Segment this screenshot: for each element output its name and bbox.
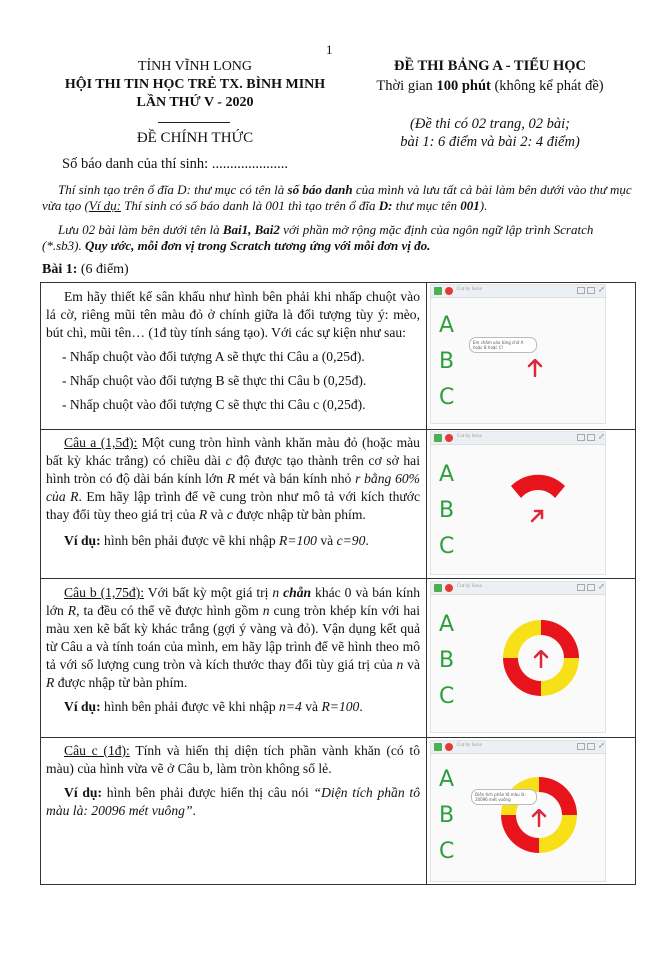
sprite-b[interactable]: B [439, 498, 455, 523]
large-stage-icon[interactable] [587, 287, 595, 294]
instr-text: với phần mở rộng mặc định của ngôn ngữ lập trình Scratch (*.sb3). [42, 222, 594, 253]
fullscreen-icon[interactable]: ⤢ [598, 741, 605, 750]
official-exam-label: ĐỀ CHÍNH THỨC [136, 130, 254, 146]
scratch-stage-4 [430, 740, 606, 882]
cau-c-label: Câu c (1đ): [64, 743, 130, 758]
large-stage-icon[interactable] [587, 434, 595, 441]
row1-event-c: - Nhấp chuột vào đối tượng C sẽ thực thi Câu c (0,25đ). [62, 397, 366, 412]
sprite-c[interactable]: C [439, 534, 455, 559]
small-stage-icon[interactable] [577, 287, 585, 294]
example-value: R=100 [321, 699, 360, 714]
green-flag-icon[interactable] [434, 434, 442, 442]
row3-example [46, 698, 420, 716]
exam-time-prefix: Thời gian [376, 78, 433, 94]
exam-time-suffix: (không kể phát đề) [494, 78, 604, 94]
cau-b-text: và [403, 657, 420, 672]
contest-name: HỘI THI TIN HỌC TRẺ TX. BÌNH MINH [64, 77, 326, 92]
row2-body [46, 434, 420, 524]
example-quote: “Diện tích phần tô màu là: 20096 mét vuông” [46, 785, 420, 818]
stage-toolbar [431, 432, 605, 445]
instr-bold: 001 [460, 198, 480, 213]
example-value: n=4 [279, 699, 302, 714]
instruction-save [42, 222, 636, 254]
arrow-sprite-icon[interactable] [527, 359, 543, 377]
cau-b-text: khác 0 và bán kính lớn [46, 585, 420, 618]
row2-text [46, 434, 420, 550]
row1-intro: Em hãy thiết kế sân khấu như hình bên phải khi nhấp chuột vào lá cờ, riêng mũi tên màu đỏ ở chính giữa là đối tượng tùy ý: mèo, bút chì, mũi tên… (1đ tùy tính sáng tạo). Với các sự kiện như sau: [46, 289, 420, 340]
row2-example [46, 532, 420, 550]
table-row-divider [40, 578, 636, 579]
table-row-divider [40, 737, 636, 738]
instr-text: Thí sinh có số báo danh là 001 thì tạo trên ổ đĩa [120, 198, 379, 213]
cau-a-text: . Em hãy lập trình để vẽ cung tròn như mô tả với kích thước thay đổi tùy theo giá trị của [46, 489, 420, 522]
large-stage-icon[interactable] [587, 743, 595, 750]
province-name: TỈNH VĨNH LONG [137, 59, 253, 74]
stop-icon[interactable] [445, 743, 453, 751]
sprite-c[interactable]: C [439, 385, 455, 410]
example-text: . [359, 699, 363, 714]
stage-toolbar [431, 285, 605, 298]
scratch-stage-1 [430, 284, 606, 424]
bai1-label: Bài 1: [42, 262, 78, 277]
green-flag-icon[interactable] [434, 743, 442, 751]
example-text: và [316, 533, 337, 548]
instruction-folder [42, 182, 636, 214]
sprite-c[interactable]: C [439, 839, 455, 864]
table-row-divider [40, 429, 636, 430]
sprite-a[interactable]: A [439, 767, 455, 792]
cau-a-var: R [226, 471, 236, 486]
page-number: 1 [326, 42, 333, 57]
example-text: hình bên phải được hiển thị câu nói [102, 785, 314, 800]
stage-toolbar [431, 741, 605, 754]
stage-toolbar [431, 582, 605, 595]
example-text: . [192, 803, 196, 818]
sprite-b[interactable]: B [439, 803, 455, 828]
cau-a-text: được nhập từ bàn phím. [232, 507, 366, 522]
cau-a-label: Câu a (1,5đ): [64, 435, 138, 450]
instr-text: Lưu 02 bài làm bên dưới tên là [58, 222, 223, 237]
cau-b-var: n [272, 585, 280, 600]
fullscreen-icon[interactable]: ⤢ [598, 582, 605, 591]
row1-event-a: - Nhấp chuột vào đối tượng A sẽ thực thi Câu a (0,25đ). [62, 349, 365, 364]
example-text: và [301, 699, 322, 714]
example-label: Ví dụ: [64, 785, 103, 800]
header-rule [158, 122, 230, 123]
fullscreen-icon[interactable]: ⤢ [598, 432, 605, 441]
cau-a-text: Một cung tròn hình vành khăn màu đỏ (hoặc màu bất kỳ khác trắng) có chiều dài [46, 435, 420, 468]
cau-b-text: , ta đều có thể vẽ được hình gồm [76, 603, 263, 618]
candidate-number-line: Số báo danh của thí sinh: ..................... [62, 156, 288, 172]
green-flag-icon[interactable] [434, 287, 442, 295]
small-stage-icon[interactable] [577, 584, 585, 591]
row1-event-b: - Nhấp chuột vào đối tượng B sẽ thực thi Câu b (0,25đ). [62, 373, 367, 388]
instr-bold: số báo danh [287, 182, 353, 197]
stage-title: Cut by Soxa [457, 584, 482, 589]
instr-bold: Quy ước, mỗi đơn vị trong Scratch tương ứng với mỗi đơn vị đo. [84, 238, 431, 253]
sprite-a[interactable]: A [439, 462, 455, 487]
arrow-sprite-icon[interactable] [533, 650, 549, 668]
cau-a-text: và [207, 507, 227, 522]
example-text: hình bên phải được vẽ khi nhập [100, 533, 280, 548]
instr-text: Thí sinh tạo trên ổ đĩa D: thư mục có tên là [58, 182, 288, 197]
arrow-sprite-icon[interactable] [531, 809, 547, 827]
example-text: hình bên phải được vẽ khi nhập [100, 699, 280, 714]
cau-b-var: n [262, 603, 270, 618]
cau-a-text: độ được tạo thành trên cơ sở hai hình tròn có độ dài bán kính lớn [46, 453, 420, 486]
cau-b-text: Với bất kỳ một giá trị [144, 585, 273, 600]
instr-text: ). [479, 198, 488, 213]
row3-text [46, 584, 420, 716]
cau-c-text: Tính và hiển thị diện tích phần vành khăn (có tô màu) của hình vừa vẽ ở Câu b, làm tròn không số lẻ. [46, 743, 420, 776]
exam-title: ĐỀ THI BẢNG A - TIỂU HỌC [393, 58, 587, 74]
row4-body [46, 742, 420, 778]
example-value: R=100 [279, 533, 317, 548]
speech-bubble: Em chấm vào từng chữ A hoặc B hoặc C! [469, 337, 537, 353]
instr-text: của mình và lưu tất cả bài làm bên dưới vào thư mục vừa tạo ( [42, 182, 632, 213]
stage-title: Cut by Soxa [457, 743, 482, 748]
cau-b-var: R [46, 675, 55, 690]
cau-a-text: mét và bán kính nhỏ [235, 471, 356, 486]
cau-a-var: c [225, 453, 232, 468]
cau-b-text: được nhập từ bàn phím. [54, 675, 188, 690]
bai1-title [42, 262, 129, 278]
scratch-stage-3 [430, 581, 606, 733]
cau-a-var: r bằng 60% của R [46, 471, 420, 504]
example-label: Ví dụ: [64, 699, 101, 714]
stage-title: Cut by Soxa [457, 434, 482, 439]
speech-bubble: Diện tích phần tô màu là: 20096 mét vuông [471, 789, 537, 805]
row4-example [46, 784, 420, 820]
fullscreen-icon[interactable]: ⤢ [598, 285, 605, 294]
instr-text: thư mục tên [392, 198, 461, 213]
large-stage-icon[interactable] [587, 584, 595, 591]
stage-title: Cut by Soxa [457, 287, 482, 292]
cau-b-var: n [396, 657, 404, 672]
instr-bold: Bai1, Bai2 [222, 222, 280, 237]
cau-b-label: Câu b (1,75đ): [64, 585, 145, 600]
row3-body [46, 584, 420, 692]
stop-icon[interactable] [445, 434, 453, 442]
sprite-a[interactable]: A [439, 313, 455, 338]
small-stage-icon[interactable] [577, 743, 585, 750]
table-column-divider [426, 282, 427, 885]
cau-a-var: R [198, 507, 208, 522]
scratch-stage-2 [430, 431, 606, 575]
row1-text [46, 288, 420, 414]
example-label: Ví dụ: [64, 533, 101, 548]
green-flag-icon[interactable] [434, 584, 442, 592]
stop-icon[interactable] [445, 287, 453, 295]
row4-text [46, 742, 420, 820]
small-stage-icon[interactable] [577, 434, 585, 441]
instr-bold: D: [378, 198, 393, 213]
red-arc-drawing [503, 468, 573, 508]
arrow-sprite-icon[interactable] [529, 508, 545, 524]
exam-time [345, 78, 635, 95]
stop-icon[interactable] [445, 584, 453, 592]
sprite-b[interactable]: B [439, 648, 455, 673]
contest-edition: LẦN THỨ V - 2020 [136, 95, 254, 110]
cau-b-even: chẵn [279, 585, 312, 600]
example-value: c=90 [336, 533, 366, 548]
sprite-b[interactable]: B [439, 349, 455, 374]
sprite-c[interactable]: C [439, 684, 455, 709]
sprite-a[interactable]: A [439, 612, 455, 637]
exam-note-line2: bài 1: 6 điểm và bài 2: 4 điểm) [400, 134, 580, 150]
example-text: . [365, 533, 369, 548]
bai1-points: (6 điểm) [80, 262, 129, 277]
cau-b-var: R [67, 603, 77, 618]
instr-example-label: Ví dụ: [88, 198, 121, 213]
exam-time-value: 100 phút [436, 78, 491, 94]
cau-b-text: cung tròn khép kín với hai màu xen kẽ bất kỳ khác trắng (gợi ý vàng và đỏ). Vận dụng kết quả từ Câu a và tính toán của mình, em hãy lập trình để vẽ hình theo mô tả với số lượng cung tròn và kích thước thay đổi tùy giá trị của [46, 603, 420, 672]
exam-note-line1: (Đề thi có 02 trang, 02 bài; [410, 116, 570, 132]
cau-a-var: c [226, 507, 233, 522]
